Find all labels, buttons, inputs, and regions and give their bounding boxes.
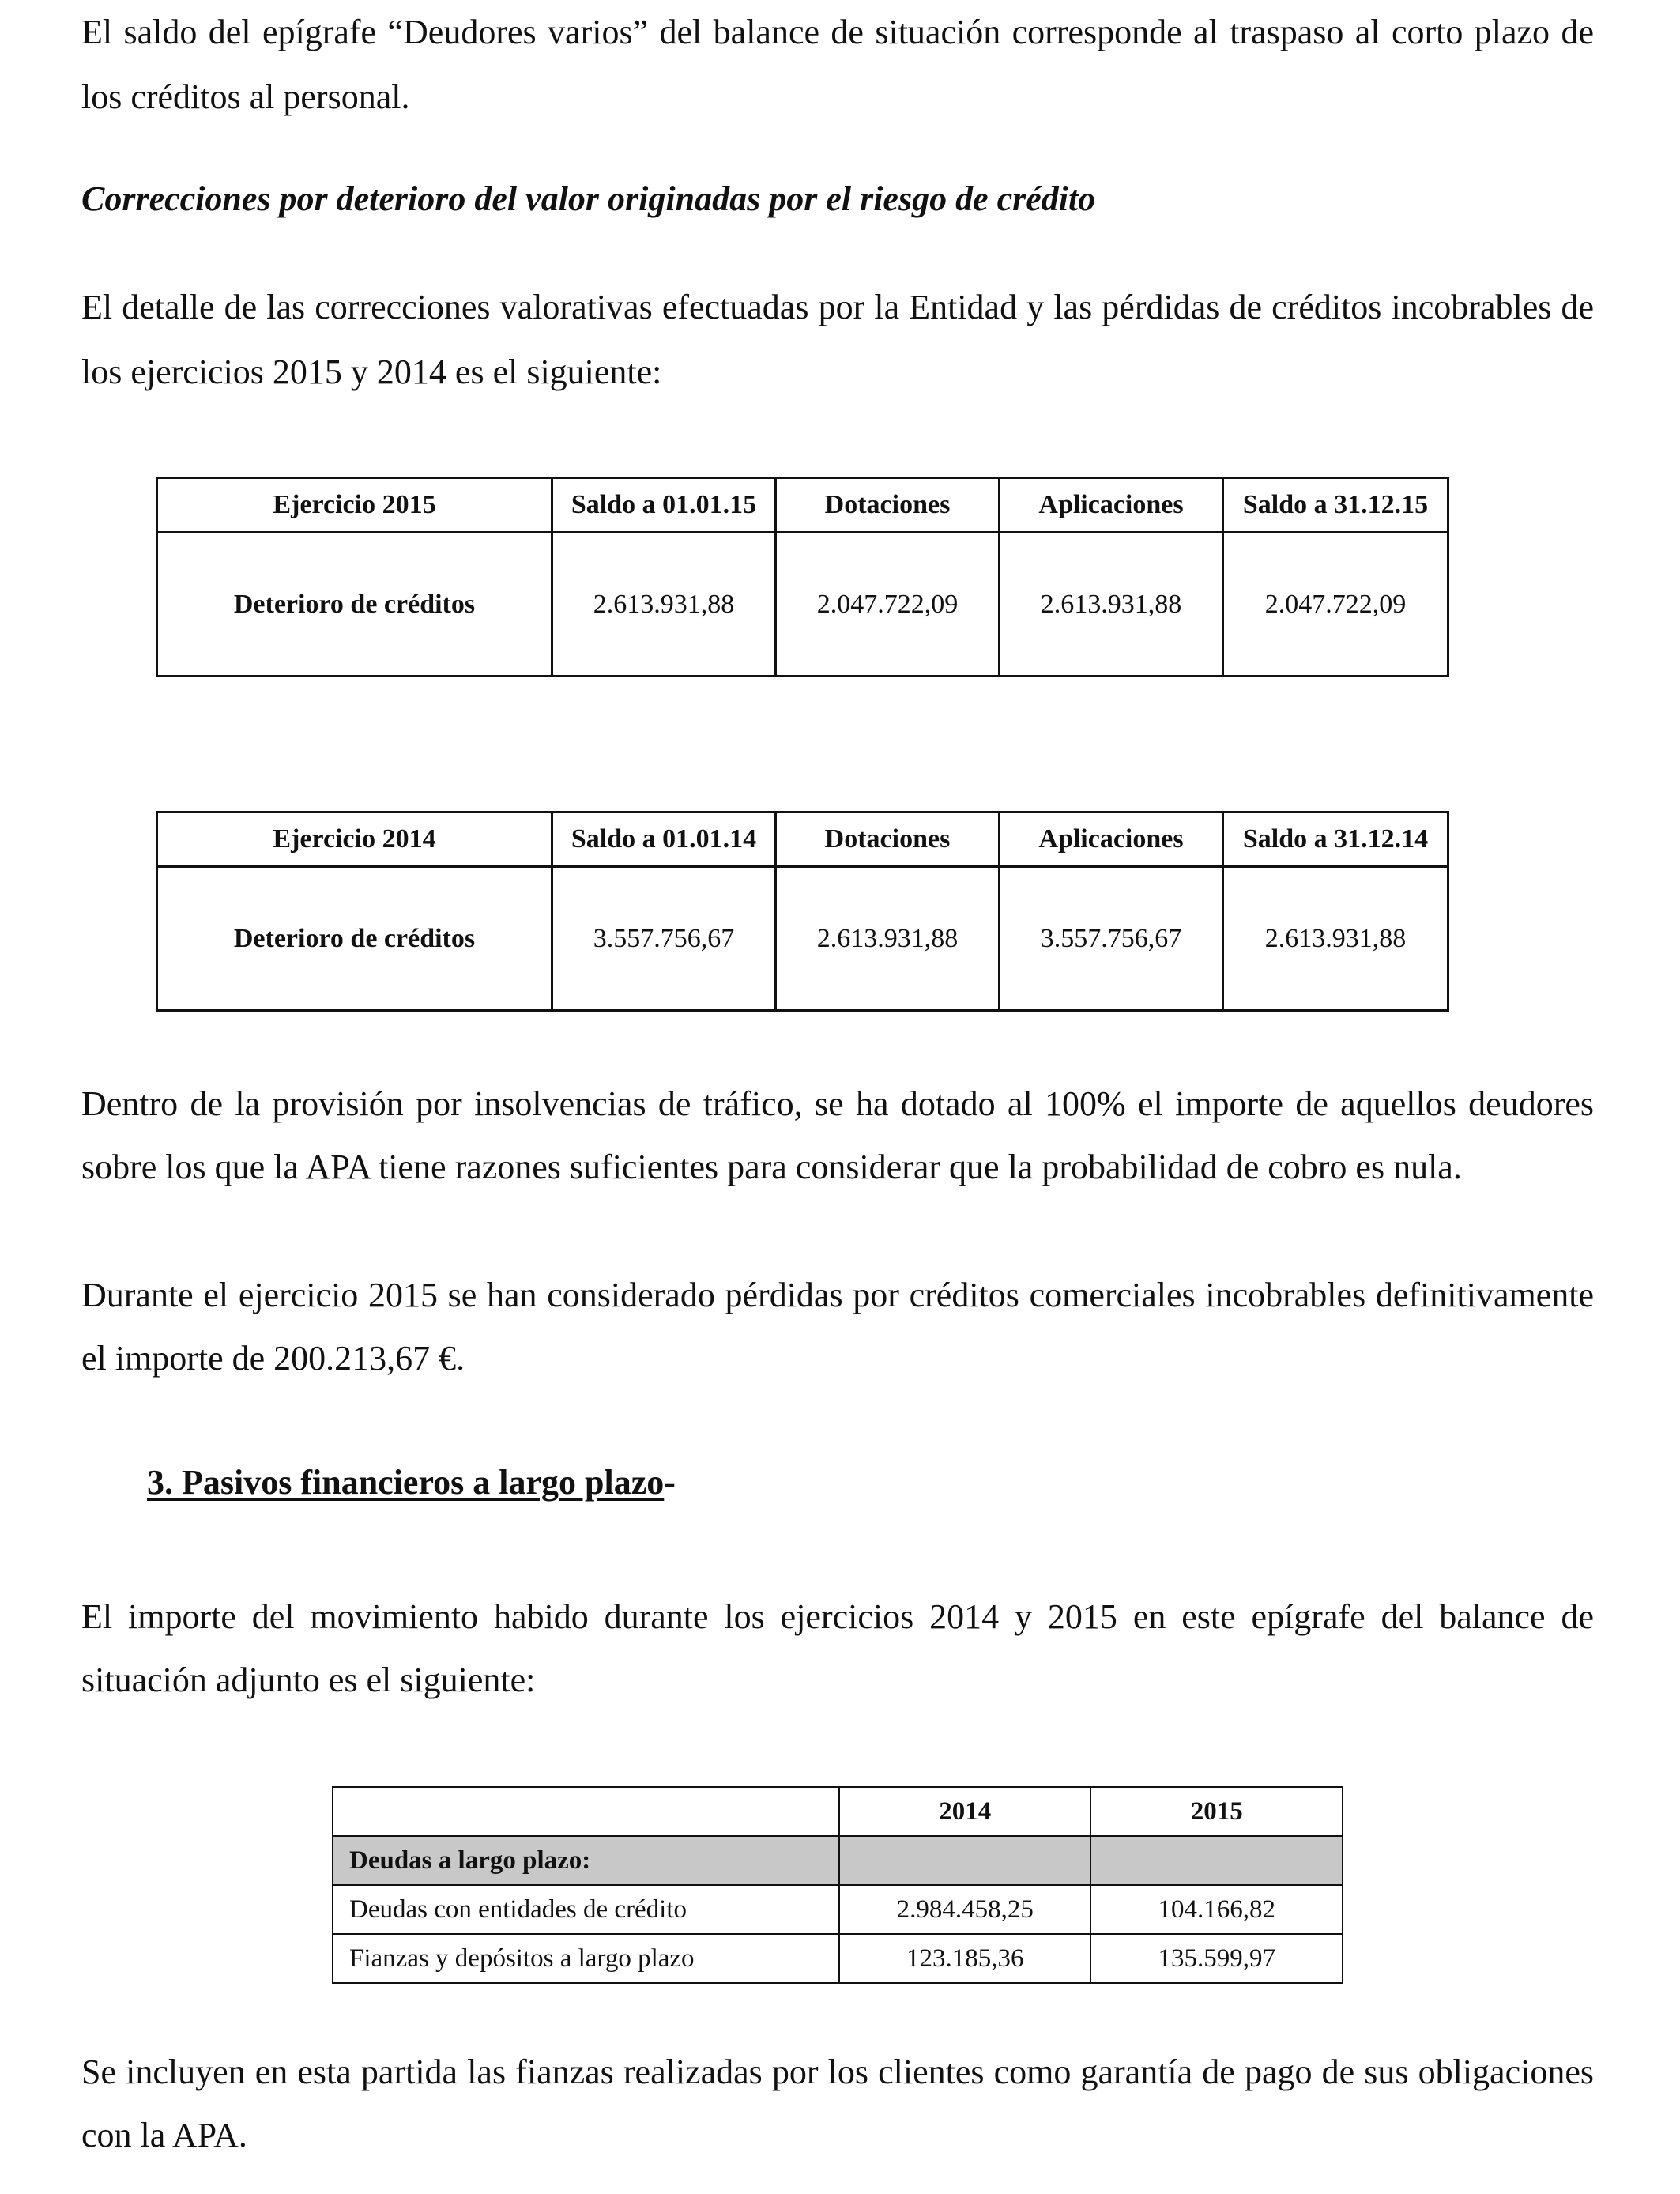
header-cell: Saldo a 01.01.15 <box>552 478 776 533</box>
value-cell: 3.557.756,67 <box>552 867 776 1011</box>
header-cell: Dotaciones <box>776 812 1000 867</box>
value-cell: 2.047.722,09 <box>776 533 1000 677</box>
table-header-row <box>157 478 1448 533</box>
group-label: Deudas a largo plazo: <box>333 1836 839 1885</box>
deterioro-heading: Correcciones por deterioro del valor originadas por el riesgo de crédito <box>81 179 1096 218</box>
value-cell: 2.047.722,09 <box>1223 533 1448 677</box>
pasivos-heading <box>147 1459 676 1506</box>
table-row <box>157 867 1448 1011</box>
value-cell: 123.185,36 <box>839 1934 1090 1983</box>
perdidas-paragraph: Durante el ejercicio 2015 se han considerado pérdidas por créditos comerciales incobrables definitivamente el importe de 200.213,67 €. <box>81 1276 1594 1378</box>
row-label: Fianzas y depósitos a largo plazo <box>333 1934 839 1983</box>
closing-paragraph: Se incluyen en esta partida las fianzas realizadas por los clientes como garantía de pago de sus obligaciones con la APA. <box>81 2053 1594 2154</box>
value-cell: 3.557.756,67 <box>1000 867 1223 1011</box>
value-cell: 135.599,97 <box>1090 1934 1343 1983</box>
value-cell: 2.613.931,88 <box>776 867 1000 1011</box>
header-cell: Aplicaciones <box>1000 478 1223 533</box>
table-row <box>157 533 1448 677</box>
pasivos-table <box>332 1786 1343 1984</box>
value-cell: 2.613.931,88 <box>1000 533 1223 677</box>
value-cell: 104.166,82 <box>1090 1885 1343 1934</box>
deterioro-paragraph: El detalle de las correcciones valorativas efectuadas por la Entidad y las pérdidas de créditos incobrables de los ejercicios 2015 y 2014 es el siguiente: <box>81 288 1594 391</box>
pasivos-paragraph: El importe del movimiento habido durante los ejercicios 2014 y 2015 en este epígrafe del balance de situación adjunto es el siguiente: <box>81 1597 1594 1699</box>
table-header-row <box>333 1787 1343 1836</box>
table-header-row <box>157 812 1448 867</box>
header-cell: 2014 <box>839 1787 1090 1836</box>
heading-number: 3. <box>147 1463 182 1502</box>
header-cell: 2015 <box>1090 1787 1343 1836</box>
row-label: Deterioro de créditos <box>157 867 552 1011</box>
header-cell: Ejercicio 2014 <box>157 812 552 867</box>
empty-cell <box>839 1836 1090 1885</box>
table-group-row <box>333 1836 1343 1885</box>
heading-text: Pasivos financieros a largo plazo <box>182 1463 665 1502</box>
provision-paragraph: Dentro de la provisión por insolvencias de tráfico, se ha dotado al 100% el importe de aquellos deudores sobre los que la APA tiene razones suficientes para considerar que la probabilidad de cobro es nula. <box>81 1084 1594 1186</box>
empty-cell <box>1090 1836 1343 1885</box>
row-label: Deudas con entidades de crédito <box>333 1885 839 1934</box>
header-cell: Dotaciones <box>776 478 1000 533</box>
intro-paragraph: El saldo del epígrafe “Deudores varios” del balance de situación corresponde al traspaso al corto plazo de los créditos al personal. <box>81 13 1594 116</box>
header-cell <box>333 1787 839 1836</box>
heading-suffix: - <box>664 1463 676 1502</box>
header-cell: Aplicaciones <box>1000 812 1223 867</box>
deterioro-table-2014 <box>156 811 1449 1012</box>
deterioro-table-2015 <box>156 477 1449 677</box>
table-row <box>333 1885 1343 1934</box>
header-cell: Saldo a 01.01.14 <box>552 812 776 867</box>
header-cell: Saldo a 31.12.14 <box>1223 812 1448 867</box>
value-cell: 2.984.458,25 <box>839 1885 1090 1934</box>
value-cell: 2.613.931,88 <box>552 533 776 677</box>
header-cell: Saldo a 31.12.15 <box>1223 478 1448 533</box>
row-label: Deterioro de créditos <box>157 533 552 677</box>
header-cell: Ejercicio 2015 <box>157 478 552 533</box>
value-cell: 2.613.931,88 <box>1223 867 1448 1011</box>
table-row <box>333 1934 1343 1983</box>
